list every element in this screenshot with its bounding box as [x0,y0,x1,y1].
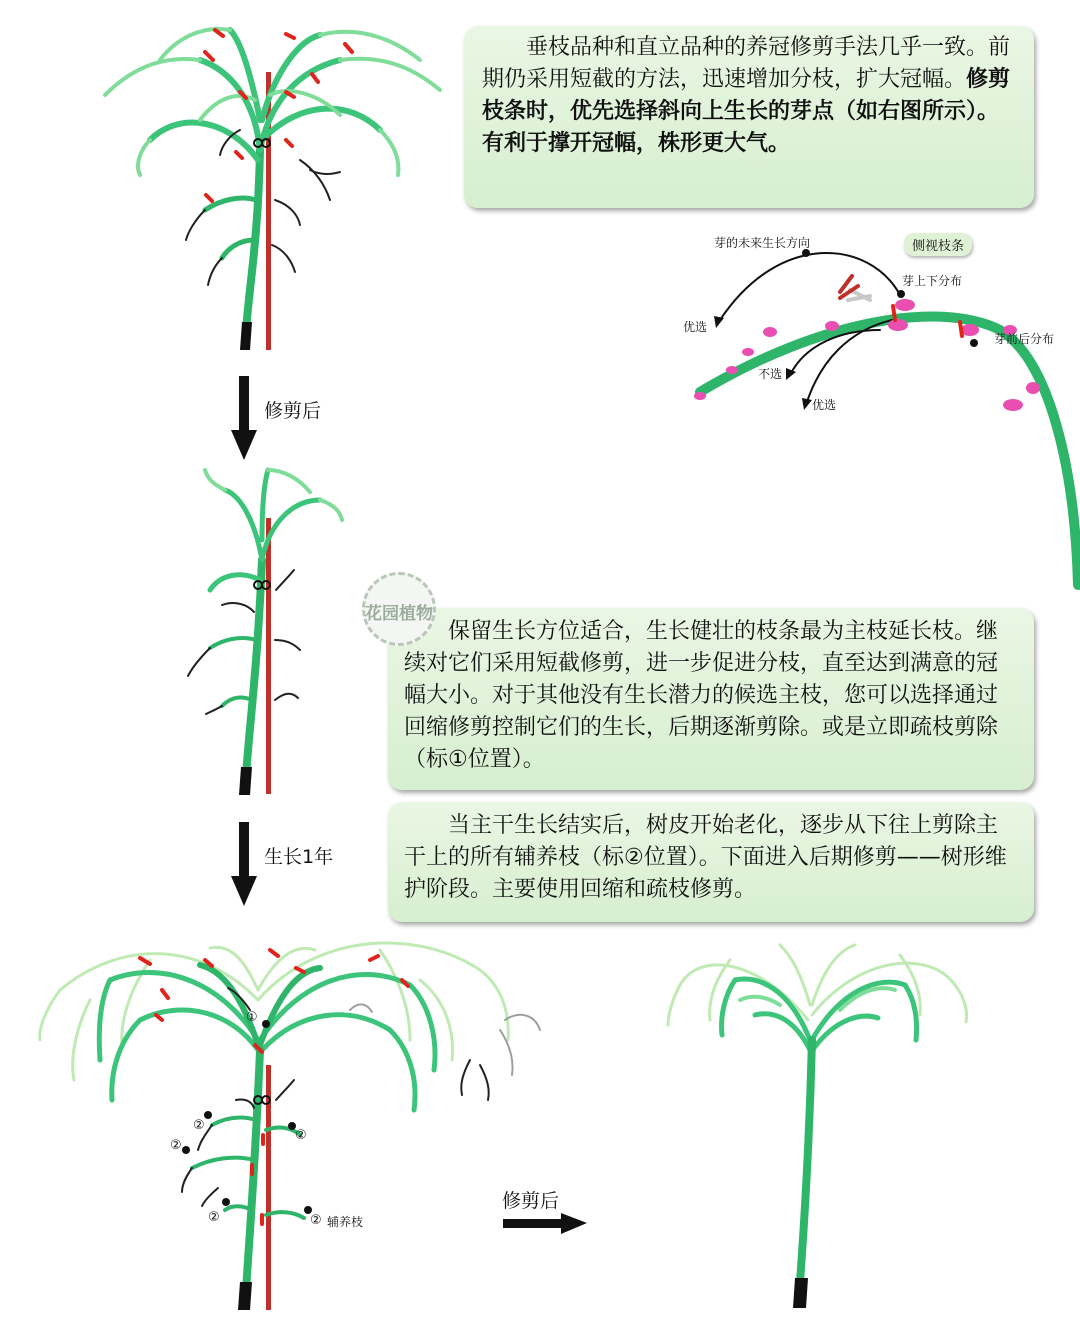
watermark-text: 花园植物 [365,604,433,624]
buds-front-back-label: 芽前后分布 [994,332,1055,346]
preferred-label-1: 优选 [683,320,708,334]
buds [694,299,1040,411]
preferred-label-2: 优选 [812,398,837,412]
future-direction-label: 芽的未来生长方向 [714,236,811,250]
box1-bold-paragraph: 修剪枝条时，优先选择斜向上生长的芽点（如右图所示）。有利于撑开冠幅，株形更大气。 [482,67,1011,156]
box3-paragraph: 当主干生长结实后，树皮开始老化，逐步从下往上剪除主干上的所有辅养枝（标②位置）。下面进入后期修剪——树形维护阶段。主要使用回缩和疏枝修剪。 [404,813,1007,902]
grow-one-year-label: 生长1年 [264,846,334,868]
side-view-title: 侧视枝条 [904,233,972,256]
pruning-shears-icon [840,276,870,300]
auxiliary-branch-label: 辅养枝 [327,1215,364,1229]
not-selected-label: 不选 [758,367,783,381]
marker-circle-2-d: ② [208,1210,220,1225]
side-branch [700,317,1078,585]
marker-circle-2-e: ② [310,1213,322,1228]
buds-up-down-label: 芽上下分布 [902,274,963,288]
marker-circle-1: ① [246,1010,258,1025]
after-prune-label-1: 修剪后 [264,400,322,422]
marker-circle-2-c: ② [170,1138,182,1153]
marker-circle-2-a: ② [193,1118,205,1133]
after-prune-label-2: 修剪后 [502,1190,560,1212]
box2-paragraph: 保留生长方位适合，生长健壮的枝条最为主枝延长枝。继续对它们采用短截修剪，进一步促进分枝，直至达到满意的冠幅大小。对于其他没有生长潜力的候选主枝，您可以选择通过回缩修剪控制它们的生长，后期逐渐剪除。或是立即疏枝剪除（标①位置）。 [404,619,999,772]
marker-circle-2-b: ② [295,1128,307,1143]
box1-paragraph: 垂枝品种和直立品种的养冠修剪手法几乎一致。前期仍采用短截的方法，迅速增加分枝，扩大冠幅。 [482,35,1011,92]
